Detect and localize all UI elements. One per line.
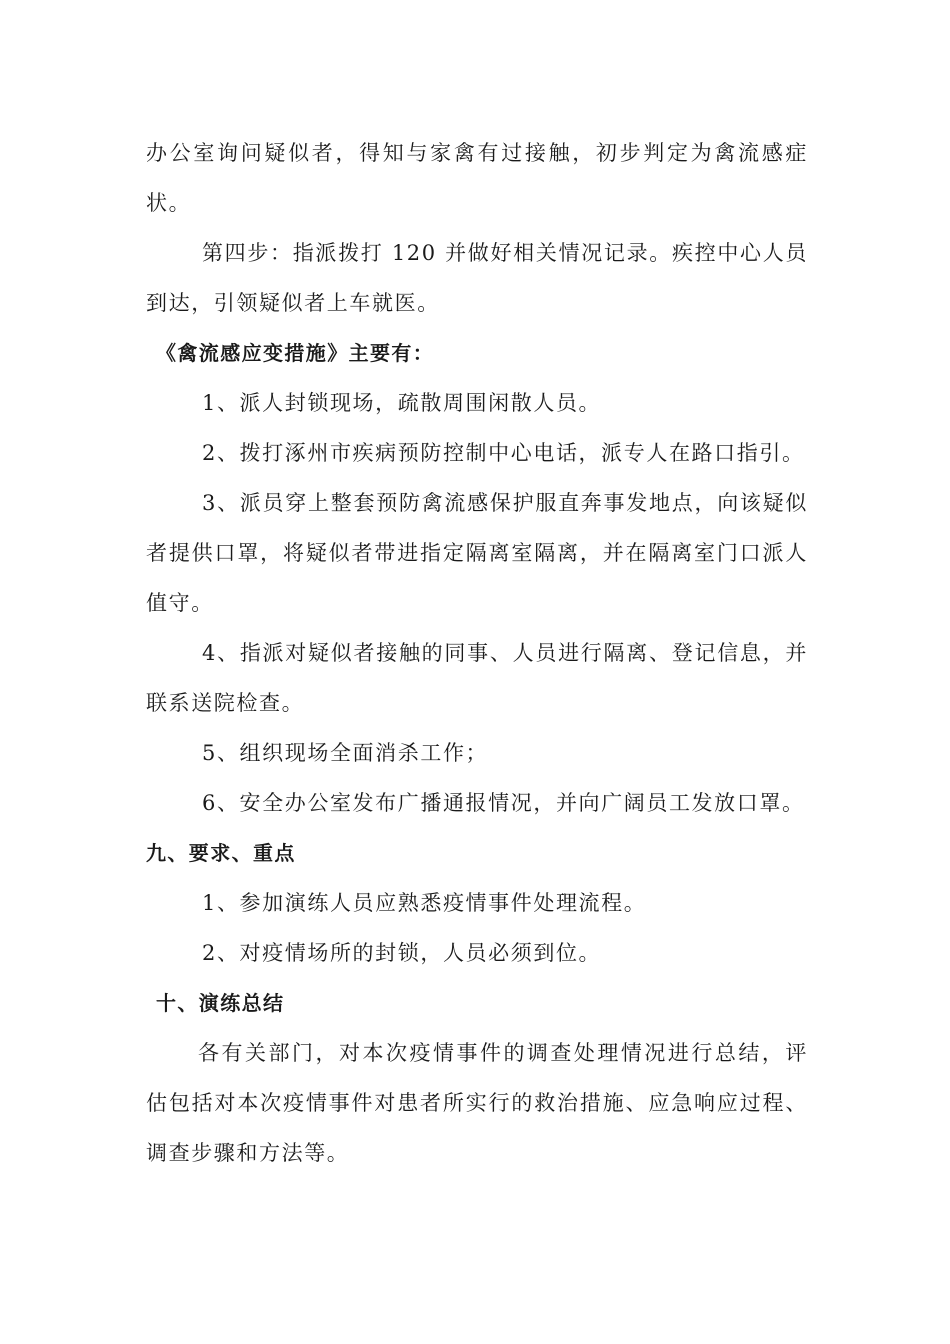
paragraph-step-four: 第四步：指派拨打 120 并做好相关情况记录。疾控中心人员到达，引领疑似者上车就医。 (146, 241, 808, 315)
list-item-requirement-1: 1、参加演练人员应熟悉疫情事件处理流程。 (202, 891, 647, 915)
paragraph-summary: 各有关部门，对本次疫情事件的调查处理情况进行总结，评估包括对本次疫情事件对患者所实行的救治措施、应急响应过程、调查步骤和方法等。 (146, 1041, 808, 1165)
list-item-measure-1: 1、派人封锁现场，疏散周围闲散人员。 (202, 391, 602, 415)
document-body (146, 128, 808, 1178)
list-item-measure-4: 4、指派对疑似者接触的同事、人员进行隔离、登记信息，并联系送院检查。 (146, 641, 808, 715)
list-item-requirement-2: 2、对疫情场所的封锁，人员必须到位。 (202, 941, 602, 965)
list-item-measure-3: 3、派员穿上整套预防禽流感保护服直奔事发地点，向该疑似者提供口罩，将疑似者带进指定隔离室隔离，并在隔离室门口派人值守。 (146, 491, 808, 615)
list-item-measure-2: 2、拨打涿州市疾病预防控制中心电话，派专人在路口指引。 (202, 441, 805, 465)
heading-drill-summary: 十、演练总结 (156, 991, 285, 1015)
heading-response-measures: 《禽流感应变措施》主要有： (156, 341, 435, 365)
heading-requirements: 九、要求、重点 (146, 841, 296, 865)
list-item-measure-6: 6、安全办公室发布广播通报情况，并向广阔员工发放口罩。 (202, 791, 805, 815)
paragraph-symptom-check: 办公室询问疑似者，得知与家禽有过接触，初步判定为禽流感症状。 (146, 141, 808, 215)
list-item-measure-5: 5、组织现场全面消杀工作； (202, 741, 489, 765)
